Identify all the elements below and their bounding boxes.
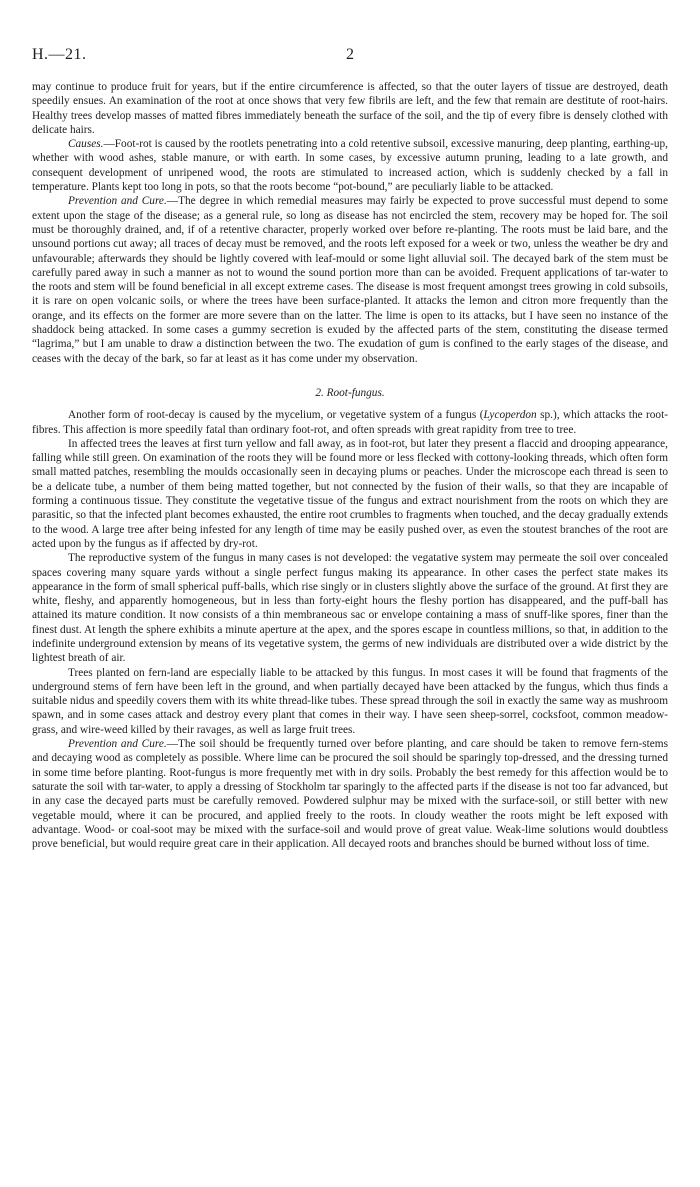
causes-text: —Foot-rot is caused by the rootlets penetrating into a cold retentive subsoil, excessive manuring, deep planting, earthing-up, whether with wood ashes, stable manure, or with earth. In some cases, by excessive autumn pruning, leading to a late growth, and consequent development of unripened wood, the roots are stimulated to increased action, which is suddenly checked by a fall in temperature. Plants kept too long in pots, so that the roots become “pot-bound,” are peculiarly liable to be attacked.: [32, 138, 668, 194]
root-fungus-paragraph-1: Another form of root-decay is caused by the mycelium, or vegetative system of a fungus (Lycoperdon sp.), which attacks the root-fibres. This affection is more speedily fatal than ordinary foot-rot, and often spreads with great rapidity from tree to tree.: [32, 409, 668, 436]
document-id: H.—21.: [32, 46, 87, 63]
causes-label: Causes.: [68, 138, 104, 151]
species-name: Lycoperdon: [483, 409, 537, 422]
prevention-paragraph-2: [32, 737, 668, 851]
prevention-text-1: —The degree in which remedial measures may fairly be expected to prove successful must depend to some extent upon the stage of the disease; as a general rule, so long as disease has not encircled the stem, recovery may be hoped for. The soil must be thoroughly drained, and, if of a retentive character, properly worked over before re-planting. The roots must be laid bare, and the unsound portions cut away; all traces of decay must be removed, and the roots left exposed for a week or two, unless the weather be dry and unfavourable; afterwards they should be lightly covered with leaf-mould or some light alluvial soil. The decayed bark of the stem must be carefully pared away in such a manner as not to wound the sound portion more than can be avoided. Frequent applications of tar-water to the roots and stem will be found beneficial in all except extreme cases. The disease is most frequent amongst trees growing in cold subsoils, it is rare on open volcanic soils, or where the trees have been surface-planted. It attacks the lemon and citron more frequently than the orange, and its effects on the former are more severe than on the latter. The lime is open to its attacks, but I have seen no instance of the shaddock being attacked. In some cases a gummy secretion is exuded by the affected parts of the stem, constituting the disease termed “lagrima,” but I am unable to draw a distinction between the two. The exudation of gum is confined to the early stages of the disease, and ceases with the decay of the bark, so far at least as it has come under my observation.: [32, 195, 668, 365]
root-fungus-paragraph-4: Trees planted on fern-land are especially liable to be attacked by this fungus. In most cases it will be found that fragments of the underground stems of fern have been left in the ground, and when partially decayed have been attacked by the fungus, which thus finds a suitable nidus and speedily covers them with its white thread-like tubes. These spread through the soil in exactly the same way as mushroom spawn, and in some cases attack and destroy every plant that comes in their way. I have seen sheep-sorrel, cocksfoot, common meadow-grass, and wire-weed killed by their ravages, as well as large fruit trees.: [32, 666, 668, 736]
prevention-label-1: Prevention and Cure.: [68, 195, 167, 208]
intro-paragraph: may continue to produce fruit for years, but if the entire circumference is affected, so that the outer layers of tissue are destroyed, death speedily ensues. An examination of the root at once shows that very few fibrils are left, and the few that remain are destitute of root-hairs. Healthy trees develop masses of matted fibres immediately beneath the surface of the soil, and the tip of every fibre is densely clothed with delicate hairs.: [32, 81, 668, 136]
body-text: [32, 80, 668, 851]
root-fungus-paragraph-3: The reproductive system of the fungus in many cases is not developed: the vegatative system may permeate the soil over concealed spaces covering many square yards without a single perfect fungus making its appearance. In other cases the perfect state makes its appearance in the form of small spherical puff-balls, which rise singly or in clusters slightly above the surface of the ground. At first they are white, fleshy, and apparently homogeneous, but in less than forty-eight hours the fleshy portion has disappeared, and the puff-ball has attained its mature condition. It now consists of a thin membraneous sac or envelope containing a mass of snuff-like spores, finer than the finest dust. At length the sphere exhibits a minute aperture at the apex, and the spores escape in countless millions, so that, in addition to the indefinite underground extension by means of its vegetative system, the germs of new individuals are distributed over a wide district by the lightest breath of air.: [32, 552, 668, 665]
prevention-label-2: Prevention and Cure.: [68, 738, 167, 751]
prevention-paragraph-1: [32, 194, 668, 366]
page-header: [32, 46, 668, 66]
root-fungus-paragraph-2: In affected trees the leaves at first turn yellow and fall away, as in foot-rot, but later they present a flaccid and drooping appearance, falling while still green. On examination of the roots they will be found more or less flecked with cottony-looking threads, which often form small matted patches, resembling the moulds occasionally seen in decaying plums or peaches. Under the microscope each thread is seen to be a delicate tube, a number of them being matted together, but not connected by the fusion of their walls, so that they are incapable of forming a continuous tissue. They constitute the vegetative tissue of the fungus and extract nourishment from the roots on which they are parasitic, so that the infected plant becomes exhausted, the entire root crumbles to fragments when touched, and the decay gradually extends to the wood. A large tree after being infested for any length of time may be easily pushed over, as even the stoutest branches of the root are acted upon by the fungus as if affected by dry-rot.: [32, 437, 668, 550]
page-number: 2: [346, 46, 354, 63]
prevention-text-2: —The soil should be frequently turned over before planting, and care should be taken to remove fern-stems and decaying wood as completely as possible. Where lime can be procured the soil should be sparingly top-dressed, and the dressing turned in some time before planting. Root-fungus is more frequently met with in dry soils. Probably the best remedy for this affection would be to saturate the soil with tar-water, to apply a dressing of Stockholm tar sparingly to the affected parts if the disease is not too far advanced, but in any case the decayed parts must be carefully removed. Powdered sulphur may be mixed with the surface-soil, or still better with new vegetable mould, where it can be procured, and applied freely to the roots. In cloudy weather the roots might be left exposed with advantage. Wood- or coal-soot may be mixed with the surface-soil and would prove of great value. Weak-lime solutions would doubtless prove beneficial, but would require great care in their application. All decayed roots and branches should be burned without loss of time.: [32, 738, 668, 851]
causes-paragraph: [32, 137, 668, 194]
section-heading: 2. Root-fungus.: [315, 386, 385, 399]
